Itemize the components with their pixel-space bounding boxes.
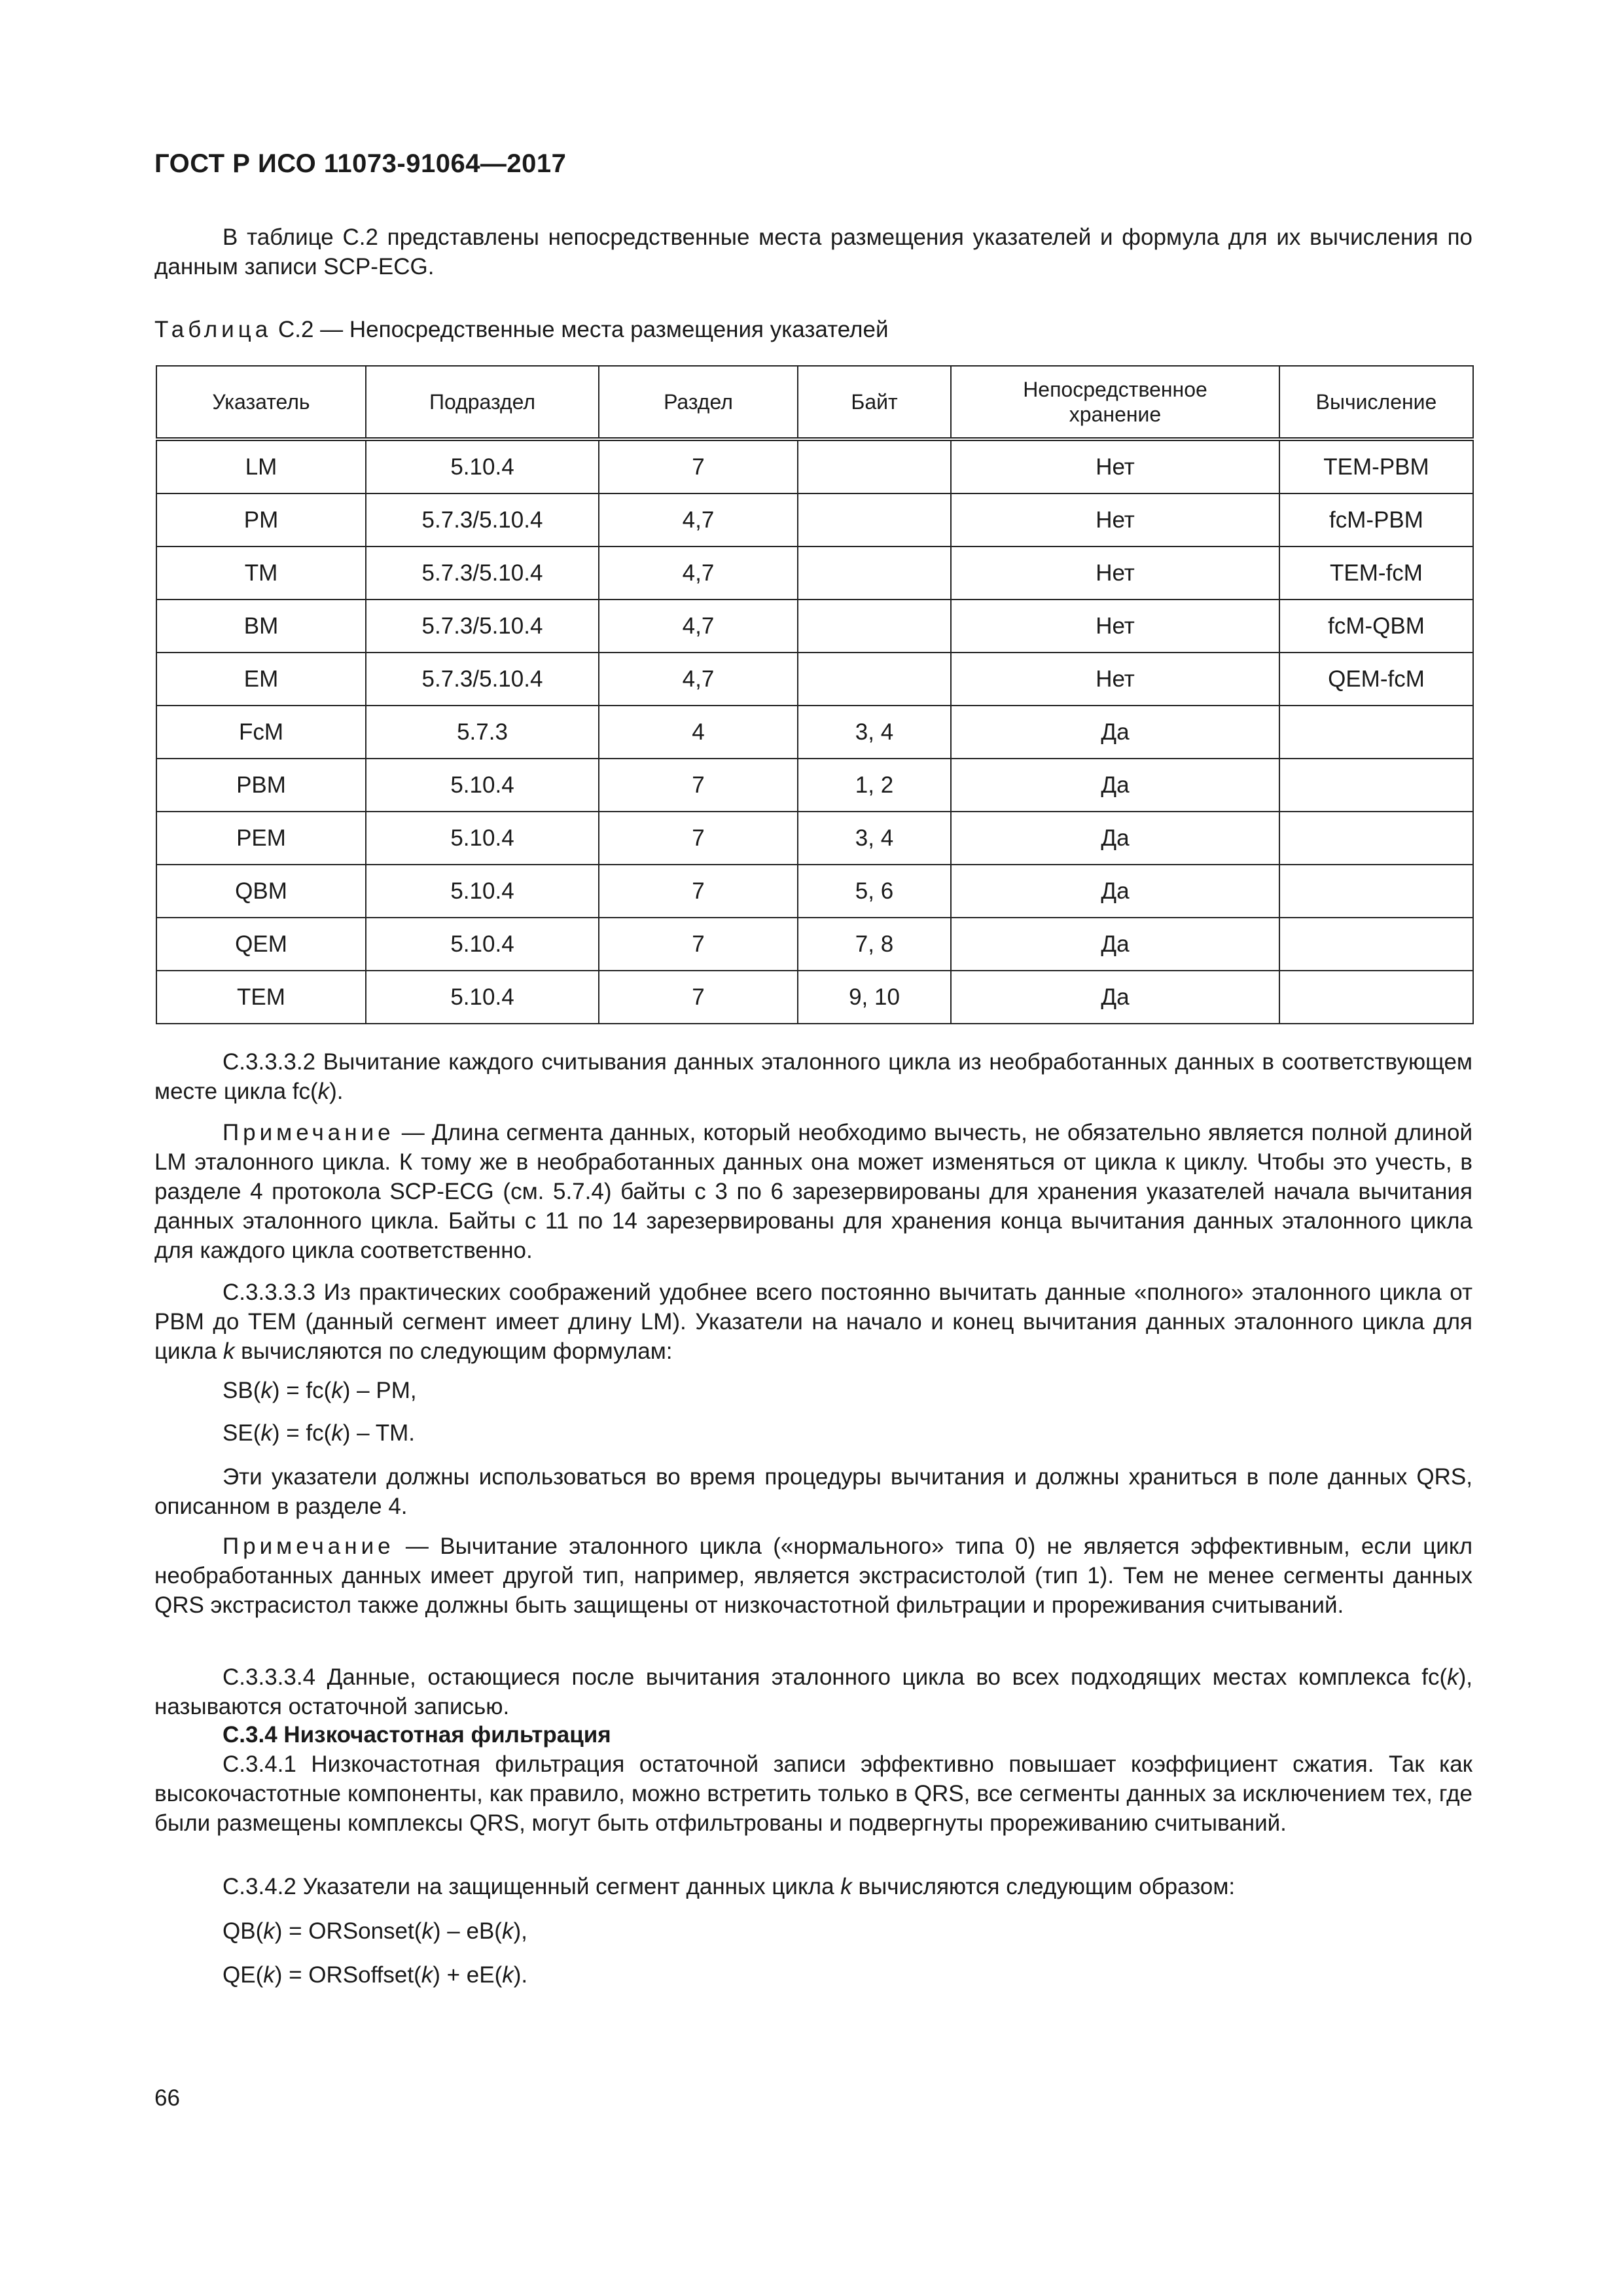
table-cell: Нет	[951, 653, 1279, 706]
table-cell: 5.10.4	[366, 918, 599, 971]
formula-part: ) + eE(	[433, 1962, 503, 1988]
italic-variable: k	[421, 1962, 433, 1988]
table-row	[156, 493, 1473, 547]
column-header: Раздел	[599, 366, 798, 439]
table-cell: 5.7.3/5.10.4	[366, 600, 599, 653]
table-cell	[1279, 759, 1473, 812]
table-cell: 7	[599, 759, 798, 812]
table-cell: 5.10.4	[366, 865, 599, 918]
formula-part: SB(	[223, 1378, 261, 1403]
formula-part: ) – PM,	[342, 1378, 417, 1403]
table-row	[156, 547, 1473, 600]
table-cell	[1279, 918, 1473, 971]
formula-part: ) = fc(	[272, 1378, 332, 1403]
note-1	[154, 1118, 1472, 1265]
table-cell: 4	[599, 706, 798, 759]
text-span: вычисляются по следующим формулам:	[234, 1338, 673, 1364]
table-cell: EM	[156, 653, 366, 706]
italic-variable: k	[421, 1918, 433, 1944]
column-header: Байт	[798, 366, 951, 439]
italic-variable: k	[331, 1378, 343, 1403]
table-cell: 5.10.4	[366, 971, 599, 1024]
table-row	[156, 759, 1473, 812]
paragraph-c341: С.3.4.1 Низкочастотная фильтрация остаточной записи эффективно повышает коэффициент сжатия. Так как высокочастотные компоненты, как правило, можно встретить только в QRS, все сегменты данных за исключением тех, где были размещены комплексы QRS, могут быть отфильтрованы и подвергнуты прореживанию считываний.	[154, 1751, 1472, 1836]
table-cell: TEM-fcM	[1279, 547, 1473, 600]
table-cell: Да	[951, 706, 1279, 759]
table-cell: PM	[156, 493, 366, 547]
column-header: Вычисление	[1279, 366, 1473, 439]
note-label: Примечание	[223, 1534, 395, 1559]
formula-qb	[223, 1916, 527, 1946]
note-2	[154, 1532, 1472, 1620]
table-row	[156, 439, 1473, 493]
table-cell: TEM	[156, 971, 366, 1024]
note-text: — Длина сегмента данных, который необходимо вычесть, не обязательно является полной длиной LM эталонного цикла. К тому же в необработанных данных она может изменяться от цикла к циклу. Чтобы это учесть, в разделе 4 протокола SCP-ECG (см. 5.7.4) байты с 3 по 6 зарезервированы для хранения указателей начала вычитания данных эталонного цикла. Байты с 11 по 14 зарезервированы для хранения конца вычитания данных эталонного цикла для каждого цикла соответственно.	[154, 1120, 1472, 1263]
text-span: С.3.3.3.2 Вычитание каждого считывания данных эталонного цикла из необработанных данных в соответствующем месте цикла fc(	[154, 1049, 1472, 1104]
italic-variable: k	[317, 1079, 330, 1104]
page-number: 66	[154, 2085, 180, 2111]
table-cell: Нет	[951, 600, 1279, 653]
italic-variable: k	[263, 1962, 275, 1988]
formula-part: ) – eB(	[433, 1918, 502, 1944]
italic-variable: k	[501, 1918, 514, 1944]
table-cell	[1279, 812, 1473, 865]
formula-part: ) – TM.	[342, 1420, 415, 1446]
table-cell: 7	[599, 971, 798, 1024]
table-cell: 5.10.4	[366, 439, 599, 493]
table-row	[156, 812, 1473, 865]
formula-part: SE(	[223, 1420, 261, 1446]
table-row	[156, 971, 1473, 1024]
table-cell: 7, 8	[798, 918, 951, 971]
italic-variable: k	[223, 1338, 235, 1364]
table-cell: PBM	[156, 759, 366, 812]
table-cell: 5.7.3	[366, 706, 599, 759]
paragraph-c342	[223, 1872, 1235, 1901]
table-row	[156, 653, 1473, 706]
table-cell	[798, 493, 951, 547]
table-cell	[798, 600, 951, 653]
document-header: ГОСТ Р ИСО 11073-91064—2017	[154, 149, 567, 178]
intro-paragraph: В таблице С.2 представлены непосредственные места размещения указателей и формула для их вычисления по данным записи SCP-ECG.	[154, 224, 1472, 279]
table-cell: TEM-PBM	[1279, 439, 1473, 493]
formula-part: ) = ORSonset(	[274, 1918, 422, 1944]
section-title: С.3.4 Низкочастотная фильтрация	[223, 1722, 611, 1748]
text-span: ), называются остаточной записью.	[154, 1664, 1472, 1719]
column-header: Непосредственное хранение	[951, 366, 1279, 439]
table-cell: Да	[951, 971, 1279, 1024]
table-caption-text: С.2 — Непосредственные места размещения указателей	[277, 317, 889, 342]
table-cell: QEM-fcM	[1279, 653, 1473, 706]
formula-sb	[223, 1376, 417, 1405]
table-header-row	[156, 366, 1473, 439]
table-cell: QEM	[156, 918, 366, 971]
table-cell: Нет	[951, 493, 1279, 547]
table-cell: Да	[951, 918, 1279, 971]
pointers-table	[156, 365, 1474, 1024]
table-cell: 1, 2	[798, 759, 951, 812]
paragraph-c3333	[154, 1278, 1472, 1366]
table-cell: 4,7	[599, 493, 798, 547]
table-cell: 5.7.3/5.10.4	[366, 493, 599, 547]
text-span: вычисляются следующим образом:	[851, 1874, 1236, 1899]
italic-variable: k	[840, 1874, 852, 1899]
table-cell	[798, 547, 951, 600]
table-row	[156, 706, 1473, 759]
formula-part: ) = fc(	[272, 1420, 332, 1446]
table-cell	[1279, 971, 1473, 1024]
note-label: Примечание	[223, 1120, 395, 1145]
table-cell: Да	[951, 759, 1279, 812]
table-cell: 5.10.4	[366, 812, 599, 865]
formula-qe	[223, 1960, 527, 1990]
formula-part: QE(	[223, 1962, 264, 1988]
paragraph-c3334	[154, 1662, 1472, 1721]
table-cell: 3, 4	[798, 706, 951, 759]
italic-variable: k	[263, 1918, 275, 1944]
italic-variable: k	[260, 1420, 272, 1446]
column-header: Подраздел	[366, 366, 599, 439]
italic-variable: k	[502, 1962, 514, 1988]
text-span: ).	[329, 1079, 344, 1104]
formula-part: ).	[513, 1962, 528, 1988]
table-cell: 4,7	[599, 600, 798, 653]
table-cell: 5, 6	[798, 865, 951, 918]
table-cell: LM	[156, 439, 366, 493]
note-text: — Вычитание эталонного цикла («нормального» типа 0) не является эффективным, если цикл необработанных данных имеет другой тип, например, является экстрасистолой (тип 1). Тем не менее сегменты данных QRS экстрасистол также должны быть защищены от низкочастотной фильтрации и прореживания считываний.	[154, 1534, 1472, 1618]
text-span: С.3.3.3.4 Данные, остающиеся после вычитания эталонного цикла во всех подходящих местах комплекса fc(	[223, 1664, 1448, 1690]
table-cell: Да	[951, 865, 1279, 918]
table-row	[156, 865, 1473, 918]
table-cell: TM	[156, 547, 366, 600]
table-cell: 3, 4	[798, 812, 951, 865]
table-cell	[798, 439, 951, 493]
formula-part: ),	[513, 1918, 527, 1944]
table-cell: 7	[599, 918, 798, 971]
table-caption	[154, 317, 889, 343]
text-span: С.3.3.3.3 Из практических соображений удобнее всего постоянно вычитать данные «полного» эталонного цикла от PBM до TEM (данный сегмент имеет длину LM). Указатели на начало и конец вычитания данных эталонного цикла для цикла	[154, 1280, 1472, 1364]
table-cell: BM	[156, 600, 366, 653]
table-cell: 5.10.4	[366, 759, 599, 812]
text-span: С.3.4.2 Указатели на защищенный сегмент данных цикла	[223, 1874, 841, 1899]
italic-variable: k	[260, 1378, 272, 1403]
table-cell	[1279, 865, 1473, 918]
table-cell	[798, 653, 951, 706]
table-caption-label: Таблица	[154, 317, 272, 342]
table-row	[156, 600, 1473, 653]
table-cell: 5.7.3/5.10.4	[366, 547, 599, 600]
italic-variable: k	[1447, 1664, 1459, 1690]
table-cell: Да	[951, 812, 1279, 865]
table-cell: PEM	[156, 812, 366, 865]
paragraph-c3332	[154, 1047, 1472, 1106]
table-cell: 9, 10	[798, 971, 951, 1024]
table-cell	[1279, 706, 1473, 759]
table-cell: 7	[599, 865, 798, 918]
table-cell: 4,7	[599, 547, 798, 600]
table-cell: 4,7	[599, 653, 798, 706]
table-cell: 7	[599, 439, 798, 493]
formula-part: QB(	[223, 1918, 264, 1944]
column-header: Указатель	[156, 366, 366, 439]
table-cell: Нет	[951, 439, 1279, 493]
italic-variable: k	[331, 1420, 343, 1446]
table-cell: Нет	[951, 547, 1279, 600]
table-row	[156, 918, 1473, 971]
paragraph-pointers-usage: Эти указатели должны использоваться во время процедуры вычитания и должны храниться в поле данных QRS, описанном в разделе 4.	[154, 1464, 1472, 1519]
table-cell: fcM-QBM	[1279, 600, 1473, 653]
table-cell: QBM	[156, 865, 366, 918]
table-cell: 5.7.3/5.10.4	[366, 653, 599, 706]
formula-part: ) = ORSoffset(	[274, 1962, 421, 1988]
table-cell: 7	[599, 812, 798, 865]
table-cell: FcM	[156, 706, 366, 759]
table-cell: fcM-PBM	[1279, 493, 1473, 547]
formula-se	[223, 1418, 415, 1448]
